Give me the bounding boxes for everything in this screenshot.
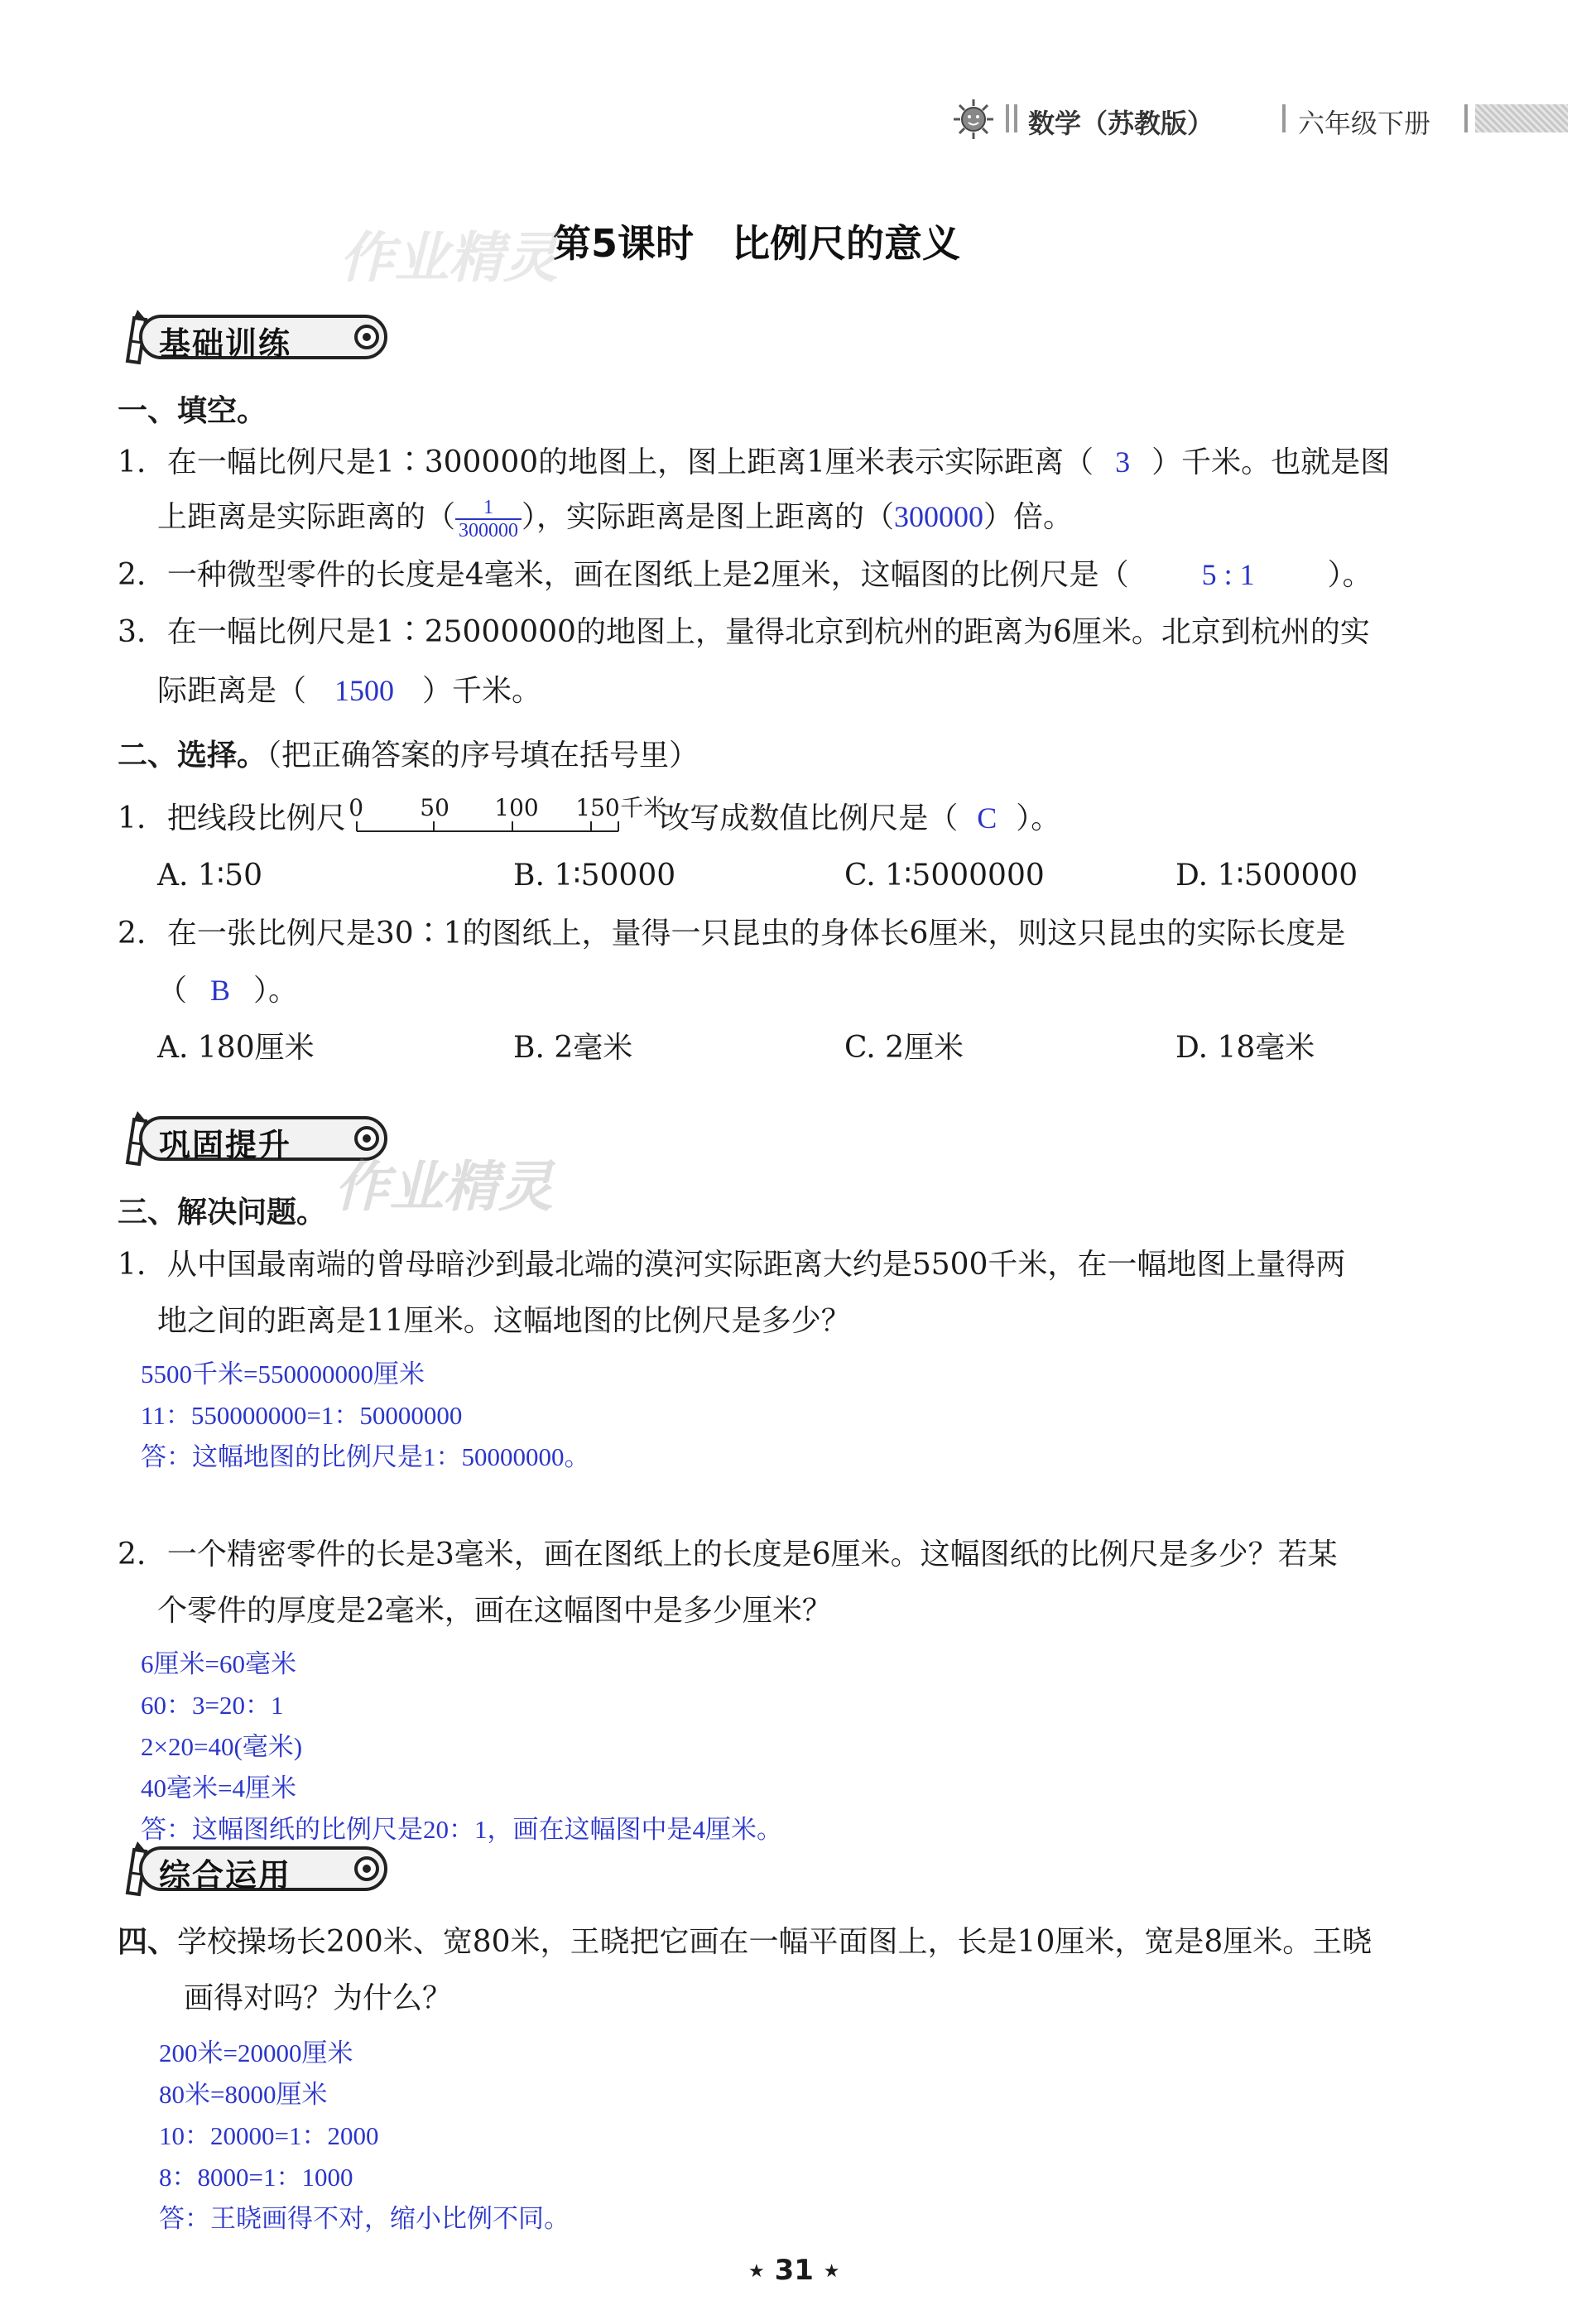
part3-heading: 三、解决问题。	[118, 1196, 327, 1230]
header-decor-bar	[1475, 104, 1568, 132]
part2-q2-option-a: A. 180厘米	[157, 1031, 315, 1065]
part3-q1-line1: 1. 从中国最南端的曾母暗沙到最北端的漠河实际距离大约是5500千米，在一幅地图上量得两	[118, 1248, 1346, 1282]
line-scale: 0 50 100 150 千米	[349, 794, 667, 821]
header-subject: 数学（苏教版）	[1028, 108, 1214, 139]
part4-work-5: 答：王晓画得不对，缩小比例不同。	[159, 2204, 570, 2233]
answer-blank: 3	[1115, 445, 1131, 479]
part4-work-4: 8：8000=1：1000	[159, 2163, 353, 2192]
badge-consolidate-label: 巩固提升	[159, 1127, 292, 1163]
part3-q2-work-1: 6厘米=60毫米	[141, 1649, 296, 1678]
header-grade: 六年级下册	[1298, 108, 1431, 139]
answer-blank: 5 : 1	[1201, 558, 1255, 591]
part3-q1-work-1: 5500千米=550000000厘米	[141, 1360, 425, 1389]
part3-q1-work-3: 答：这幅地图的比例尺是1：50000000。	[141, 1442, 590, 1471]
badge-comprehensive-label: 综合运用	[159, 1857, 292, 1894]
part4-line2: 画得对吗？为什么？	[184, 1981, 453, 2015]
part2-q1: 1. 把线段比例尺 0 50 100 150 千米 改写成数值比例尺是（ C ）。	[118, 794, 1061, 835]
part3-q2-work-5: 答：这幅图纸的比例尺是20：1，画在这幅图中是4厘米。	[141, 1815, 782, 1844]
part4-work-3: 10：20000=1：2000	[159, 2121, 379, 2150]
part3-q2-work-4: 40毫米=4厘米	[141, 1774, 296, 1802]
answer-blank: B	[210, 974, 231, 1007]
part1-q3-line1: 3. 在一幅比例尺是1∶25000000的地图上，量得北京到杭州的距离为6厘米。北京到杭州的实	[118, 615, 1370, 649]
part2-q2-option-b: B. 2毫米	[513, 1031, 633, 1065]
part3-q1-line2: 地之间的距离是11厘米。这幅地图的比例尺是多少？	[157, 1304, 851, 1338]
part1-q2: 2. 一种微型零件的长度是4毫米，画在图纸上是2厘米，这幅图的比例尺是（ 5 : 1 ）。	[118, 558, 1372, 592]
part2-q2-line2: （ B ）。	[157, 974, 299, 1008]
lesson-title: 第5课时 比例尺的意义	[553, 221, 961, 266]
part1-q3-line2: 际距离是（ 1500 ）千米。	[157, 674, 542, 708]
sun-logo-icon	[952, 98, 995, 144]
answer-blank: 300000	[894, 500, 984, 533]
part1-heading: 一、填空。	[118, 394, 267, 428]
badge-basic-training	[109, 308, 399, 366]
part3-q2-work-3: 2×20=40(毫米)	[141, 1732, 303, 1761]
part2-heading: 二、选择。	[118, 739, 267, 772]
badge-comprehensive	[109, 1840, 399, 1898]
part1-q1-line2: 上距离是实际距离的（ $\frac{1}{300000}$ ），实际距离是图上距离的（300000）倍。	[157, 497, 1074, 541]
part2-heading-row	[118, 732, 699, 774]
badge-basic-label: 基础训练	[159, 325, 292, 362]
answer-fraction: $\frac{1}{300000}$	[455, 497, 522, 541]
part1-q1-line1: 1. 在一幅比例尺是1∶300000的地图上，图上距离1厘米表示实际距离（ 3 ）千米。也就是图	[118, 445, 1391, 479]
part4-line1: 四、学校操场长200米、宽80米，王晓把它画在一幅平面图上，长是10厘米，宽是8厘米。王晓	[118, 1925, 1372, 1959]
part3-q2-line1: 2. 一个精密零件的长是3毫米，画在图纸上的长度是6厘米。这幅图纸的比例尺是多少？若某	[118, 1538, 1338, 1571]
part2-heading-note: （把正确答案的序号填在括号里）	[267, 739, 699, 772]
watermark-top: 作业精灵	[339, 226, 558, 290]
part3-q2-work-2: 60：3=20：1	[141, 1691, 284, 1720]
part2-q1-option-b: B. 1∶50000	[513, 859, 676, 893]
part2-q2-line1: 2. 在一张比例尺是30∶1的图纸上，量得一只昆虫的身体长6厘米，则这只昆虫的实际长度是	[118, 917, 1346, 951]
part2-q2-option-c: C. 2厘米	[844, 1031, 964, 1065]
part2-q1-option-a: A. 1∶50	[157, 859, 262, 893]
answer-blank: C	[977, 801, 997, 835]
part3-q2-line2: 个零件的厚度是2毫米，画在这幅图中是多少厘米？	[157, 1594, 832, 1628]
part3-q1-work-2: 11：550000000=1：50000000	[141, 1401, 463, 1430]
part4-work-1: 200米=20000厘米	[159, 2038, 353, 2067]
part2-q1-option-d: D. 1∶500000	[1175, 859, 1358, 893]
part4-work-2: 80米=8000厘米	[159, 2080, 328, 2109]
answer-blank: 1500	[334, 674, 395, 707]
star-icon: ★	[748, 2261, 765, 2282]
watermark-mid: 作业精灵	[334, 1155, 553, 1219]
star-icon: ★	[823, 2261, 840, 2282]
part2-q2-option-d: D. 18毫米	[1175, 1031, 1315, 1065]
page-number: ★ 31 ★	[748, 2254, 840, 2287]
part2-q1-option-c: C. 1∶5000000	[844, 859, 1045, 893]
